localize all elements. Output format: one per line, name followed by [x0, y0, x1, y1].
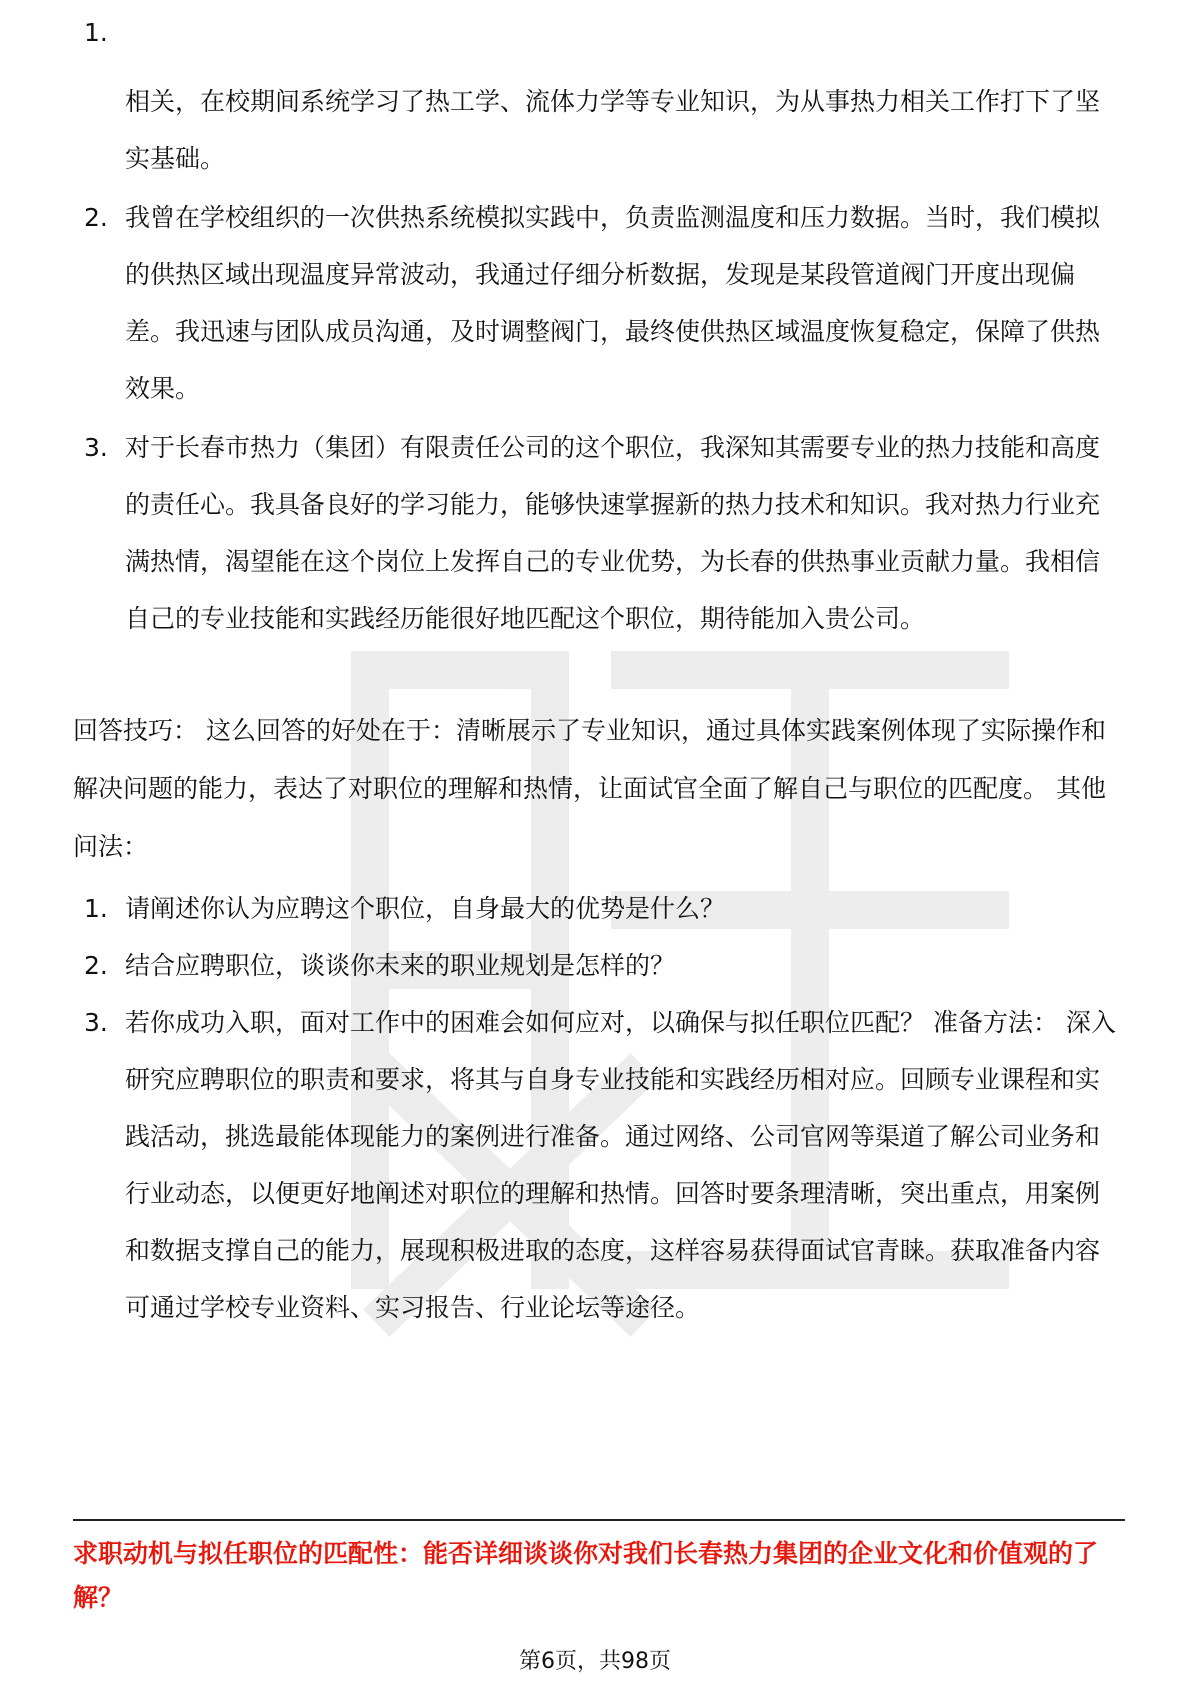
list-item: [84, 880, 1124, 937]
list-item-number: 2.: [84, 951, 108, 980]
list-item-number: 2.: [84, 203, 108, 232]
list-item-text: 若你成功入职，面对工作中的困难会如何应对，以确保与拟任职位匹配？ 准备方法： 深入研究应聘职位的职责和要求，将其与自身专业技能和实践经历相对应。回顾专业课程和实践活动，挑选最能体现能力的案例进行准备。通过网络、公司官网等渠道了解公司业务和行业动态，以便更好地阐述对职位的理解和热情。回答时要条理清晰，突出重点，用案例和数据支撑自己的能力，展现积极进取的态度，这样容易获得面试官青睐。获取准备内容可通过学校专业资料、实习报告、行业论坛等途径。: [125, 1008, 1116, 1322]
list-item: [84, 73, 1124, 187]
list-item: [84, 189, 1124, 417]
section-question-heading: 求职动机与拟任职位的匹配性：能否详细谈谈你对我们长春热力集团的企业文化和价值观的了解？: [73, 1539, 1099, 1612]
list-item-text: 结合应聘职位，谈谈你未来的职业规划是怎样的？: [125, 951, 676, 980]
list-item-text: 我曾在学校组织的一次供热系统模拟实践中，负责监测温度和压力数据。当时，我们模拟的供热区域出现温度异常波动，我通过仔细分析数据，发现是某段管道阀门开度出现偏差。我迅速与团队成员沟通，及时调整阀门，最终使供热区域温度恢复稳定，保障了供热效果。: [125, 203, 1101, 403]
list-item-text: 对于长春市热力（集团）有限责任公司的这个职位，我深知其需要专业的热力技能和高度的责任心。我具备良好的学习能力，能够快速掌握新的热力技术和知识。我对热力行业充满热情，渴望能在这个岗位上发挥自己的专业优势，为长春的供热事业贡献力量。我相信自己的专业技能和实践经历能很好地匹配这个职位，期待能加入贵公司。: [125, 433, 1101, 633]
other-questions-list: [84, 880, 1124, 1336]
list-item-text: 相关，在校期间系统学习了热工学、流体力学等专业知识，为从事热力相关工作打下了坚实基础。: [125, 87, 1101, 173]
answer-list: [84, 73, 1124, 647]
list-item: [84, 937, 1124, 994]
clipped-previous-line: 1.: [84, 18, 140, 47]
list-item: [84, 994, 1124, 1336]
answer-tips: 回答技巧： 这么回答的好处在于：清晰展示了专业知识，通过具体实践案例体现了实际操作和解决问题的能力，表达了对职位的理解和热情，让面试官全面了解自己与职位的匹配度。 其他问法：: [73, 716, 1106, 861]
page-number: 第6页，共98页: [519, 1649, 671, 1674]
list-item-number: 3.: [84, 1008, 108, 1037]
list-item-number: 3.: [84, 433, 108, 462]
list-item: [84, 419, 1124, 647]
section-divider: [73, 1519, 1125, 1521]
list-item-text: 请阐述你认为应聘这个职位，自身最大的优势是什么？: [125, 894, 726, 923]
list-item-number: 1.: [84, 894, 108, 923]
